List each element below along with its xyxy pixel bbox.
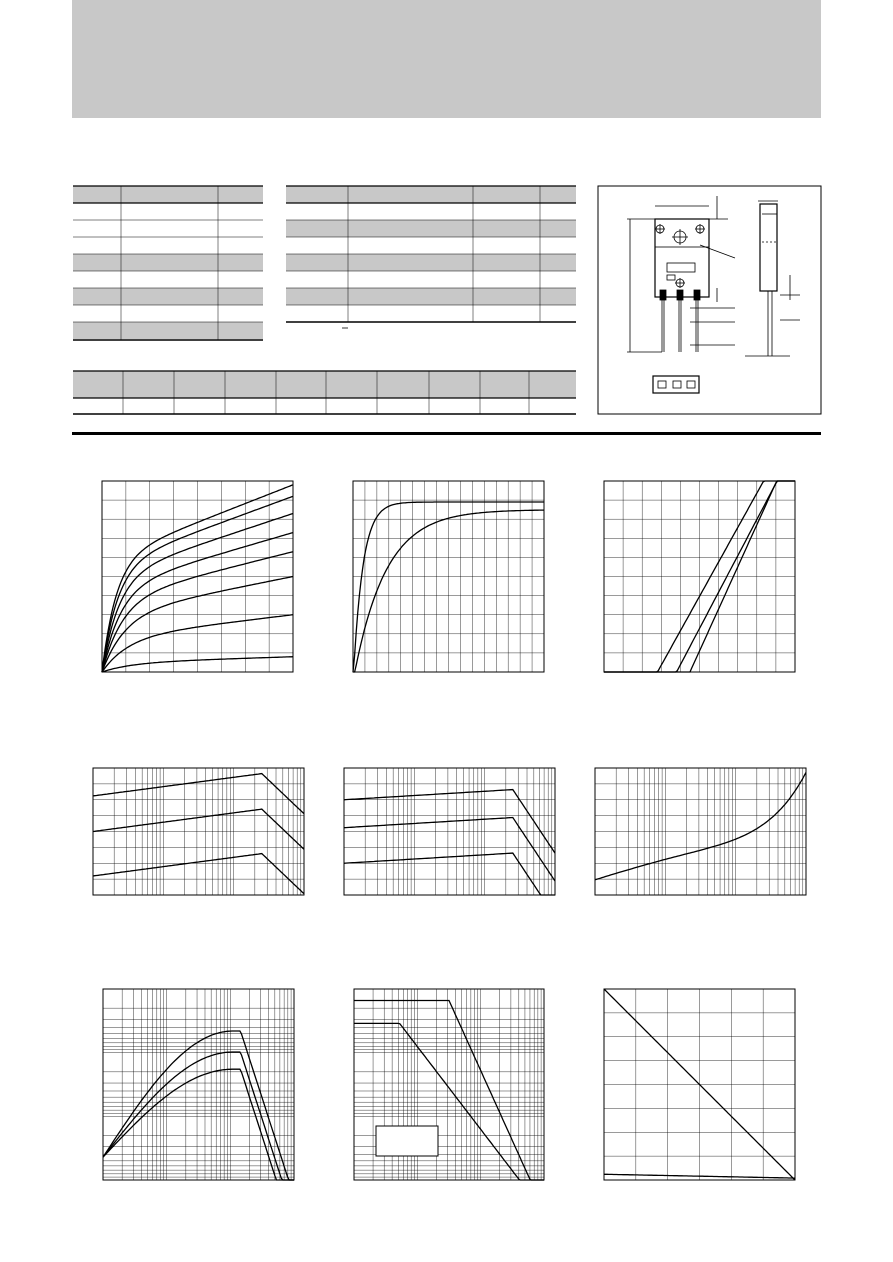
series-line (344, 818, 555, 882)
series-line (103, 1031, 294, 1180)
bottom-table (73, 371, 576, 414)
chart-3 (604, 481, 795, 672)
plot-frame (103, 989, 294, 1180)
series-line (93, 809, 304, 849)
package-outline (598, 186, 821, 414)
chart-4 (93, 768, 304, 895)
series-line (93, 854, 304, 894)
ratings-table (73, 186, 263, 340)
legend-box (376, 1126, 438, 1156)
series-line (344, 853, 555, 895)
chart-1 (102, 481, 293, 672)
chart-6 (595, 768, 806, 895)
chart-8 (354, 989, 544, 1180)
chart-7 (103, 989, 294, 1180)
series-line (103, 1069, 294, 1180)
series-line (595, 772, 806, 879)
electrical-table (286, 186, 576, 328)
chart-5 (344, 768, 555, 895)
series-line (93, 774, 304, 814)
chart-2 (353, 481, 544, 672)
section-divider (72, 432, 821, 435)
series-line (354, 1023, 544, 1180)
chart-9 (604, 989, 795, 1180)
